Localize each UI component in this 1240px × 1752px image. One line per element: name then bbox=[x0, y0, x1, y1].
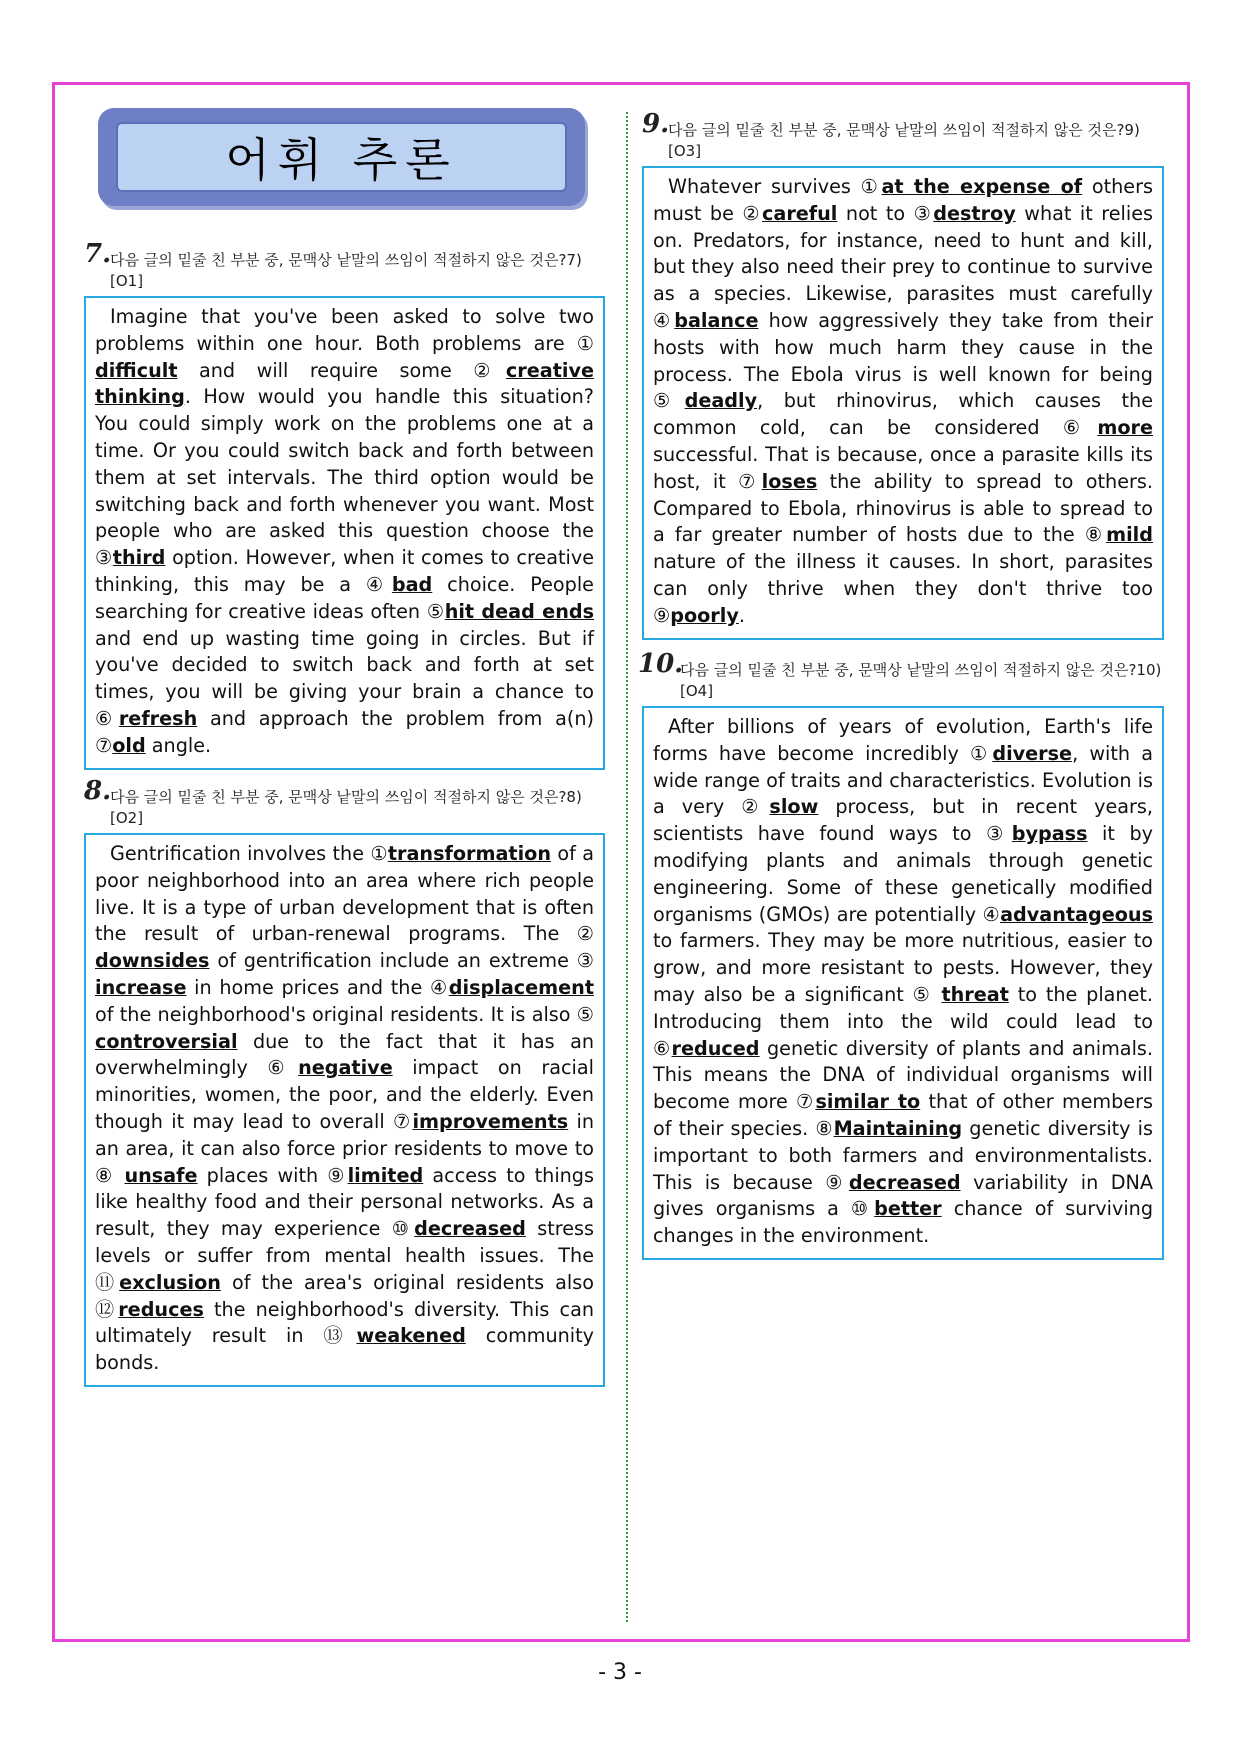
question-number: 10. bbox=[638, 649, 684, 679]
column-divider bbox=[626, 112, 628, 1622]
section-title: 어휘 추론 bbox=[116, 122, 567, 192]
question-8 bbox=[84, 776, 605, 1387]
section-title-banner bbox=[98, 108, 585, 206]
question-7 bbox=[84, 239, 605, 770]
page-number: - 3 - bbox=[598, 1660, 642, 1685]
passage-text: After billions of years of evolution, Earth's life forms have become incredibly ①diverse, with a wide range of traits and characteristics. Evolution is a very ②slow process, but in recent years, scientists have found ways to ③bypass it by modifying plants and animals through genetic engineering. Some of these genetically modified organisms (GMOs) are potentially ④advantageous to farmers. They may be more nutritious, easier to grow, and more resistant to pests. However, they may also be a significant ⑤ threat to the planet. Introducing them into the wild could lead to ⑥reduced genetic diversity of plants and animals. This means the DNA of individual organisms will become more ⑦similar to that of other members of their species. ⑧Maintaining genetic diversity is important to both farmers and environmentalists. This is because ⑨decreased variability in DNA gives organisms a ⑩better chance of surviving changes in the environment. bbox=[653, 715, 1154, 1248]
question-10 bbox=[638, 649, 1164, 1260]
passage-text: Gentrification involves the ①transformation of a poor neighborhood into an area where rich people live. It is a type of urban development that is often the result of urban-renewal programs. The ② downsides of gentrification include an extreme ③ increase in home prices and the ④displacement of the neighborhood's original residents. It is also ⑤ controversial due to the fact that it has an overwhelmingly ⑥negative impact on racial minorities, women, the poor, and the elderly. Even though it may lead to overall ⑦improvements in an area, it can also force prior residents to move to ⑧ unsafe places with ⑨limited access to things like healthy food and their personal networks. As a result, they may experience ⑩decreased stress levels or suffer from mental health issues. The ⑪exclusion of the area's original residents also ⑫reduces the neighborhood's diversity. This can ultimately result in ⑬weakened community bonds. bbox=[95, 842, 594, 1375]
passage-box bbox=[84, 296, 605, 770]
question-number: 9. bbox=[642, 109, 670, 139]
question-7-header bbox=[84, 239, 605, 292]
question-number: 7. bbox=[84, 239, 112, 269]
question-prompt: 다음 글의 밑줄 친 부분 중, 문맥상 낱말의 쓰임이 적절하지 않은 것은?8)[O2] bbox=[110, 788, 582, 827]
question-9 bbox=[642, 109, 1164, 640]
question-8-header bbox=[84, 776, 605, 829]
passage-text: Whatever survives ①at the expense of others must be ②careful not to ③destroy what it relies on. Predators, for instance, need to hunt and kill, but they also need their prey to continue to survive as a species. Likewise, parasites must carefully ④balance how aggressively they take from their hosts with how much harm they cause in the process. The Ebola virus is well known for being ⑤deadly, but rhinovirus, which causes the common cold, can be considered ⑥more successful. That is because, once a parasite kills its host, it ⑦loses the ability to spread to others. Compared to Ebola, rhinovirus is able to spread to a far greater number of hosts due to the ⑧mild nature of the illness it causes. In short, parasites can only thrive when they don't thrive too ⑨poorly. bbox=[653, 175, 1154, 627]
passage-box bbox=[84, 833, 605, 1387]
passage-box bbox=[642, 706, 1164, 1260]
question-9-header bbox=[642, 109, 1164, 162]
question-prompt: 다음 글의 밑줄 친 부분 중, 문맥상 낱말의 쓰임이 적절하지 않은 것은?7)[O1] bbox=[110, 251, 582, 290]
passage-box bbox=[642, 166, 1164, 640]
question-prompt: 다음 글의 밑줄 친 부분 중, 문맥상 낱말의 쓰임이 적절하지 않은 것은?9)[O3] bbox=[668, 121, 1140, 160]
question-prompt: 다음 글의 밑줄 친 부분 중, 문맥상 낱말의 쓰임이 적절하지 않은 것은?10)[O4] bbox=[680, 661, 1162, 700]
question-10-header bbox=[638, 649, 1164, 702]
passage-text: Imagine that you've been asked to solve two problems within one hour. Both problems are ① difficult and will require some ②creative thinking. How would you handle this situation? You could simply work on the problems one at a time. Or you could switch back and forth between them at set intervals. The third option would be switching back and forth whenever you want. Most people who are asked this question choose the ③third option. However, when it comes to creative thinking, this may be a ④bad choice. People searching for creative ideas often ⑤hit dead ends and end up wasting time going in circles. But if you've decided to switch back and forth at set times, you will be giving your brain a chance to ⑥refresh and approach the problem from a(n) ⑦old angle. bbox=[95, 305, 595, 757]
question-number: 8. bbox=[84, 776, 112, 806]
